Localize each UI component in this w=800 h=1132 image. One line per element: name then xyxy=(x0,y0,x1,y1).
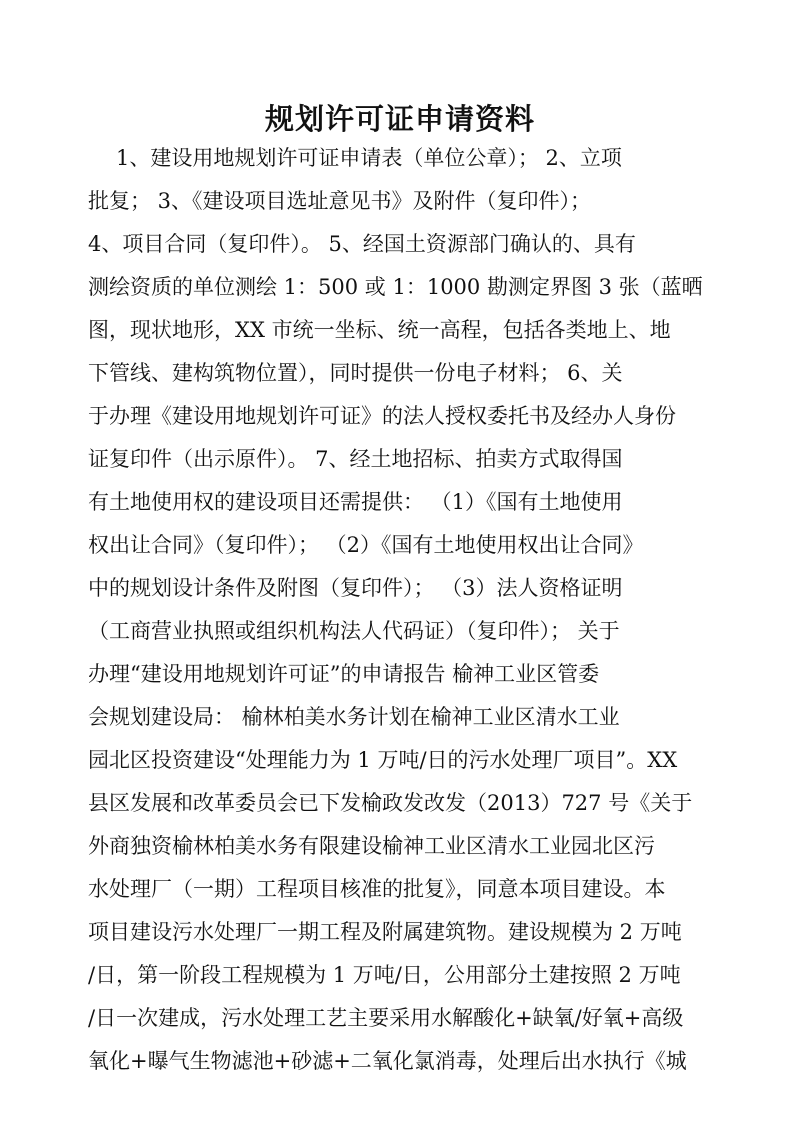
body-line: 园北区投资建设“处理能力为 1 万吨/日的污水处理厂项目”。XX xyxy=(88,748,678,772)
document-title: 规划许可证申请资料 xyxy=(264,102,535,136)
body-line: 有土地使用权的建设项目还需提供： （1）《国有土地使用 xyxy=(88,490,623,514)
body-line: /日，第一阶段工程规模为 1 万吨/日，公用部分土建按照 2 万吨 xyxy=(88,963,681,987)
body-line: /日一次建成，污水处理工艺主要采用水解酸化+缺氧/好氧+高级 xyxy=(88,1006,684,1030)
body-line: 县区发展和改革委员会已下发榆政发改发（2013）727 号《关于 xyxy=(88,791,693,815)
body-line: 证复印件（出示原件）。 7、经土地招标、拍卖方式取得国 xyxy=(88,447,623,471)
body-line: 权出让合同》（复印件）； （2）《国有土地使用权出让合同》 xyxy=(88,533,644,557)
body-line: 中的规划设计条件及附图（复印件）； （3）法人资格证明 xyxy=(88,576,623,600)
body-line: 测绘资质的单位测绘 1：500 或 1：1000 勘测定界图 3 张（蓝晒 xyxy=(88,275,703,299)
body-line: 氧化+曝气生物滤池+砂滤+二氧化氯消毒，处理后出水执行《城 xyxy=(88,1049,687,1073)
body-line: 批复； 3、《建设项目选址意见书》及附件（复印件）； xyxy=(88,189,592,213)
body-line: （工商营业执照或组织机构法人代码证）（复印件）； 关于 xyxy=(88,619,620,643)
body-line: 于办理《建设用地规划许可证》的法人授权委托书及经办人身份 xyxy=(88,404,676,428)
body-line: 1、建设用地规划许可证申请表（单位公章）； 2、立项 xyxy=(116,146,622,170)
body-line: 会规划建设局： 榆林柏美水务计划在榆神工业区清水工业 xyxy=(88,705,620,729)
body-line: 下管线、建构筑物位置），同时提供一份电子材料； 6、关 xyxy=(88,361,623,385)
body-line: 4、项目合同（复印件）。 5、经国土资源部门确认的、具有 xyxy=(88,232,636,256)
body-line: 图，现状地形，XX 市统一坐标、统一高程，包括各类地上、地 xyxy=(88,318,671,342)
body-line: 水处理厂（一期）工程项目核准的批复》，同意本项目建设。本 xyxy=(88,877,666,901)
body-line: 办理“建设用地规划许可证”的申请报告 榆神工业区管委 xyxy=(88,662,600,686)
body-line: 项目建设污水处理厂一期工程及附属建筑物。建设规模为 2 万吨 xyxy=(88,920,682,944)
body-line: 外商独资榆林柏美水务有限建设榆神工业区清水工业园北区污 xyxy=(88,834,655,858)
